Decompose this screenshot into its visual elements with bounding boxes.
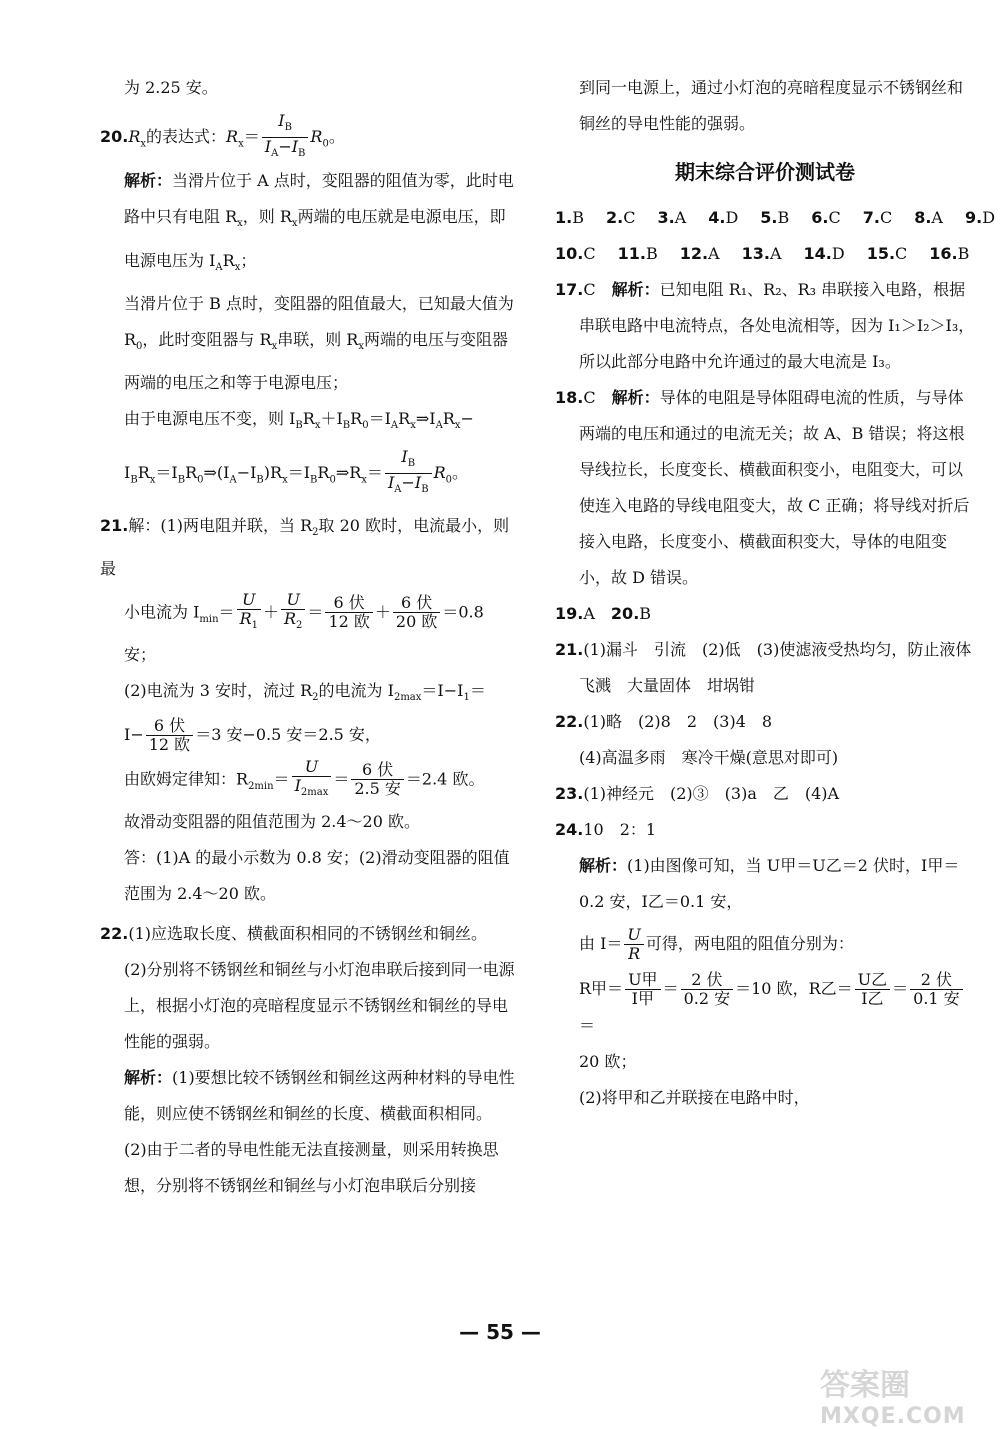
text: ⇒(I bbox=[203, 463, 230, 483]
den: 0.1 安 bbox=[913, 989, 960, 1008]
text: 。 bbox=[328, 127, 345, 147]
text: 已知电阻 R₁、R₂、R₃ 串联接入电路，根据串联电路中电流特点，各处电流相等，因为 I₁＞I₂＞I₃，所以此部分电路中允许通过的最大电流是 I₃。 bbox=[579, 280, 975, 371]
analysis-label: 解析： bbox=[124, 171, 173, 191]
text-line: 到同一电源上，通过小灯泡的亮暗程度显示不锈钢丝和铜丝的导电性能的强弱。 bbox=[579, 78, 964, 133]
text-line: 故滑动变阻器的阻值范围为 2.4～20 欧。 bbox=[124, 812, 420, 832]
q19-20-answer bbox=[555, 596, 975, 632]
text-line bbox=[100, 717, 520, 754]
fraction bbox=[624, 926, 643, 963]
sub: x bbox=[454, 420, 461, 432]
answer-row bbox=[555, 236, 975, 272]
sub: B bbox=[177, 474, 186, 486]
answer-item: 16.B bbox=[929, 244, 970, 263]
text: 解：(1)两电阻并联，当 R bbox=[128, 515, 313, 535]
text: ＝ bbox=[273, 769, 290, 789]
fraction bbox=[237, 591, 261, 635]
watermark-logo bbox=[820, 1360, 990, 1429]
text-line: (2)将甲和乙并联接在电路中时， bbox=[579, 1088, 810, 1107]
sub: A bbox=[435, 420, 443, 432]
text: 小电流为 I bbox=[124, 602, 200, 622]
analysis-paragraph bbox=[100, 448, 520, 499]
sub: B bbox=[295, 420, 303, 432]
text: 的电流为 I bbox=[318, 681, 394, 701]
num: 2 伏 bbox=[681, 971, 734, 990]
sub: 0 bbox=[362, 420, 369, 432]
text: 取 20 欧时，电流最小，则最 bbox=[100, 515, 510, 578]
sub: B bbox=[130, 474, 138, 486]
text: ＝ bbox=[662, 979, 679, 998]
analysis-paragraph bbox=[100, 1060, 520, 1132]
den: 2.5 安 bbox=[354, 779, 401, 799]
question-number: 22. bbox=[100, 924, 129, 944]
answer-item: 4.D bbox=[708, 208, 739, 227]
q18-answer bbox=[555, 380, 975, 596]
sub: 2 bbox=[312, 526, 319, 538]
analysis-label: 解析： bbox=[579, 856, 628, 875]
fraction bbox=[385, 448, 432, 499]
text: 由欧姆定律知：R bbox=[124, 769, 249, 789]
text: )R bbox=[263, 463, 283, 483]
text: (2)电流为 3 安时，流过 R bbox=[124, 681, 313, 701]
right-column bbox=[555, 70, 996, 1116]
math-var: R bbox=[128, 127, 141, 147]
analysis-paragraph bbox=[555, 848, 975, 920]
text: ，则 R bbox=[242, 207, 292, 227]
text: (1)由图像可知，当 U甲＝U乙＝2 伏时，I甲＝0.2 安，I乙＝0.1 安， bbox=[579, 856, 960, 911]
left-column bbox=[100, 70, 520, 1204]
den: I bbox=[264, 137, 272, 157]
answer: A bbox=[583, 604, 595, 623]
text: −I bbox=[236, 463, 257, 483]
text: ； bbox=[240, 250, 257, 270]
num: U乙 bbox=[855, 971, 891, 990]
analysis-label: 解析： bbox=[611, 280, 660, 299]
answer-item: 13.A bbox=[741, 244, 782, 263]
sub: x bbox=[314, 420, 321, 432]
num: I bbox=[278, 111, 285, 130]
num: U bbox=[627, 925, 641, 944]
sub: min bbox=[199, 613, 219, 625]
text: ＝10 欧，R乙＝ bbox=[735, 979, 853, 998]
sub: x bbox=[361, 474, 367, 486]
answer-item: 11.B bbox=[617, 244, 658, 263]
text: (1)神经元 (2)③ (3)a 乙 (4)A bbox=[583, 784, 840, 803]
sub: 2min bbox=[248, 780, 274, 792]
question-number: 20. bbox=[100, 127, 129, 147]
den: R bbox=[628, 944, 641, 963]
fraction bbox=[292, 758, 332, 802]
text-line: (2)分别将不锈钢丝和铜丝与小灯泡串联后接到同一电源上，根据小灯泡的亮暗程度显示不锈钢丝和铜丝的导电性能的强弱。 bbox=[124, 960, 515, 1052]
fraction bbox=[910, 971, 963, 1008]
text-line: 20 欧； bbox=[579, 1052, 637, 1071]
sub: A bbox=[215, 261, 223, 273]
den: I bbox=[294, 775, 301, 795]
text: R bbox=[137, 463, 150, 483]
answer-item: 10.C bbox=[555, 244, 596, 263]
answer-item: 14.D bbox=[803, 244, 845, 263]
den: 20 欧 bbox=[395, 612, 438, 632]
fraction bbox=[146, 717, 193, 754]
sub: 0 bbox=[197, 474, 204, 486]
analysis-paragraph bbox=[100, 163, 520, 285]
answer-item: 8.A bbox=[914, 208, 943, 227]
text: 两端的电压与变阻器两端的电压之和等于电源电压； bbox=[124, 329, 508, 392]
text-line: (4)高温多雨 寒冷干燥(意思对即可) bbox=[579, 748, 839, 767]
sub: 0 bbox=[329, 474, 336, 486]
text: 当滑片位于 B 点时，变阻器的阻值最大，已知最大值为 R bbox=[124, 293, 514, 349]
text: ＝I−I bbox=[421, 681, 464, 701]
text: R bbox=[398, 408, 411, 428]
text: ，此时变阻器与 R bbox=[142, 329, 272, 349]
text: 当滑片位于 A 点时，变阻器的阻值为零，此时电路中只有电阻 R bbox=[124, 171, 514, 227]
sub: 0 bbox=[322, 138, 329, 150]
q20-answer: $20.R_x$的表达式：$R_x=$ $\frac{I_B}{I_A-I_B}$ $R_0$。 bbox=[100, 112, 520, 163]
num: 6 伏 bbox=[393, 594, 440, 613]
sub: x bbox=[140, 138, 147, 150]
fraction bbox=[625, 971, 661, 1008]
sub: x bbox=[237, 218, 243, 230]
sub: 0 bbox=[136, 340, 143, 352]
text: ＝I bbox=[287, 463, 311, 483]
text: − bbox=[460, 408, 474, 428]
text: ⇒R bbox=[335, 463, 362, 483]
answer-item: 15.C bbox=[866, 244, 908, 263]
answer-item: 1.B bbox=[555, 208, 584, 227]
page-number: — 55 — bbox=[459, 1320, 541, 1344]
text: ＝I bbox=[155, 463, 178, 483]
text-line: 由欧姆定律知：$R_{2min}=$ $\frac{U}{I_{2max}}$ ＝ $\frac{\text{6 伏}}{\text{2.5 安}}$ ＝2.4 欧。 bbox=[100, 758, 520, 805]
sub: 1 bbox=[251, 619, 258, 631]
num: I bbox=[401, 447, 408, 467]
question-number: 24. bbox=[555, 820, 584, 839]
watermark-en: MXQE.COM bbox=[820, 1404, 966, 1429]
question-number: 20. bbox=[610, 604, 640, 623]
sub: 2 bbox=[312, 692, 319, 704]
den: I甲 bbox=[631, 989, 654, 1008]
fraction bbox=[855, 971, 891, 1008]
sub: x bbox=[291, 218, 298, 230]
text: R bbox=[185, 463, 198, 483]
text: ＝3 安−0.5 安＝2.5 安， bbox=[195, 724, 381, 744]
den: 12 欧 bbox=[148, 734, 191, 754]
answer: C bbox=[583, 280, 596, 299]
q22-answer bbox=[100, 916, 520, 952]
text: (1)略 (2)8 2 (3)4 8 bbox=[583, 712, 773, 731]
text: ＝2.4 欧。 bbox=[405, 769, 485, 789]
text: R甲＝ bbox=[579, 979, 624, 998]
question-number: 21. bbox=[100, 515, 129, 535]
text: 可得，两电阻的阻值分别为： bbox=[645, 934, 854, 953]
den: I bbox=[387, 473, 395, 493]
sub: A bbox=[271, 148, 279, 160]
sub: x bbox=[282, 474, 288, 486]
sub: 1 bbox=[463, 692, 470, 704]
math-var: R bbox=[226, 127, 239, 147]
text-line bbox=[100, 673, 520, 716]
den: R bbox=[284, 608, 297, 628]
answer-row bbox=[555, 200, 996, 236]
num: 2 伏 bbox=[910, 971, 963, 990]
q21-answer bbox=[100, 508, 520, 587]
sub: B bbox=[256, 474, 264, 486]
text: (1)漏斗 引流 (2)低 (3)使滤液受热均匀，防止液体飞溅 大量固体 坩埚钳 bbox=[579, 640, 972, 695]
fraction bbox=[681, 971, 734, 1008]
question-number: 17. bbox=[555, 280, 584, 299]
analysis-paragraph bbox=[100, 401, 520, 444]
text: 两端的电压就是电源电压，即电源电压为 I bbox=[124, 207, 506, 270]
num: 6 伏 bbox=[325, 594, 372, 613]
text-line bbox=[555, 926, 975, 963]
q24-answer bbox=[555, 812, 975, 848]
answer-item: 2.C bbox=[605, 208, 636, 227]
text: R bbox=[442, 408, 455, 428]
text: ＝ bbox=[366, 463, 383, 483]
text: 串联，则 R bbox=[277, 329, 359, 349]
fraction bbox=[262, 112, 309, 163]
text: ＋I bbox=[320, 408, 343, 428]
q17-answer bbox=[555, 272, 975, 380]
text: 的表达式： bbox=[146, 127, 227, 147]
sub: 0 bbox=[445, 474, 453, 486]
den: −I bbox=[401, 473, 422, 493]
num: 6 伏 bbox=[146, 717, 193, 736]
text: 10 2：1 bbox=[583, 820, 657, 839]
text: I− bbox=[124, 724, 144, 744]
text: R bbox=[222, 250, 235, 270]
sub: B bbox=[342, 420, 351, 432]
question-number: 22. bbox=[555, 712, 584, 731]
q21-answer bbox=[555, 632, 975, 704]
text: 由 I＝ bbox=[579, 934, 623, 953]
fraction bbox=[393, 594, 440, 631]
sub: x bbox=[410, 420, 416, 432]
sub: 2max bbox=[393, 692, 422, 704]
den: I乙 bbox=[861, 989, 884, 1008]
fraction bbox=[325, 594, 372, 631]
section-title: 期末综合评价测试卷 bbox=[675, 160, 855, 184]
answer-item: 7.C bbox=[862, 208, 893, 227]
fraction bbox=[281, 591, 305, 635]
num: U bbox=[286, 589, 300, 609]
text-line: 答：(1)A 的最小示数为 0.8 安；(2)滑动变阻器的阻值范围为 2.4～20 欧。 bbox=[124, 848, 510, 904]
text-line: 小电流为 $I_{min}=$ $\frac{U}{R_1}$ ＋ $\frac{U}{R_2}$ ＝ $\frac{\text{6 伏}}{\text{12 欧}}$ ＋ $\frac{\text{6 伏}}{\text{20 欧}}$ ＝0.8 安； bbox=[124, 589, 484, 665]
watermark-cn: 答案圈 bbox=[820, 1368, 910, 1403]
text: (1)应选取长度、横截面积相同的不锈钢丝和铜丝。 bbox=[128, 924, 488, 944]
math-var: R bbox=[310, 127, 323, 147]
text: R bbox=[317, 463, 330, 483]
num: U bbox=[304, 756, 319, 776]
sub: x bbox=[149, 474, 156, 486]
sub: 2 bbox=[296, 619, 303, 631]
den: 0.2 安 bbox=[683, 989, 731, 1008]
text: I bbox=[124, 463, 131, 483]
answer-item: 9.D bbox=[964, 208, 996, 227]
text: 。 bbox=[452, 463, 469, 483]
text: ＝I bbox=[368, 408, 391, 428]
sub: A bbox=[394, 484, 402, 496]
sub: x bbox=[358, 340, 364, 352]
question-number: 21. bbox=[555, 640, 584, 659]
analysis-paragraph bbox=[100, 286, 520, 401]
num: U bbox=[242, 589, 256, 609]
answer-item: 3.A bbox=[657, 208, 687, 227]
text-line: 为 2.25 安。 bbox=[124, 78, 218, 97]
answer: B bbox=[639, 604, 652, 623]
text: R bbox=[350, 408, 363, 428]
analysis-label: 解析： bbox=[611, 388, 660, 407]
sub: B bbox=[421, 484, 429, 496]
answer-item: 5.B bbox=[760, 208, 790, 227]
sub: B bbox=[310, 474, 318, 486]
sub: A bbox=[229, 474, 237, 486]
num: U甲 bbox=[625, 971, 661, 990]
analysis-label: 解析： bbox=[124, 1068, 173, 1088]
q23-answer bbox=[555, 776, 975, 812]
num: 6 伏 bbox=[351, 761, 404, 780]
text: ＝ bbox=[469, 681, 486, 701]
answer-item: 12.A bbox=[679, 244, 720, 263]
sub: B bbox=[407, 458, 416, 470]
text: 导体的电阻是导体阻碍电流的性质，与导体两端的电压和通过的电流无关；故 A、B 错误；将这根导线拉长，长度变长、横截面积变小，电阻变大，可以使连入电路的导线电阻变大，故 C 正确；将导线对折后接入电路，长度变小、横截面积变大，导体的电阻变小，故 D 错误。 bbox=[579, 388, 970, 587]
answer-item: 6.C bbox=[811, 208, 841, 227]
fraction bbox=[351, 761, 404, 798]
text: (1)要想比较不锈钢丝和铜丝这两种材料的导电性能，则应使不锈钢丝和铜丝的长度、横截面积相同。 bbox=[124, 1068, 515, 1124]
text: R bbox=[302, 408, 315, 428]
q22-answer bbox=[555, 704, 975, 740]
den: 12 欧 bbox=[328, 612, 370, 632]
sub: x bbox=[271, 340, 278, 352]
question-number: 23. bbox=[555, 784, 584, 803]
text-line bbox=[555, 971, 975, 1044]
question-number: 18. bbox=[555, 388, 584, 407]
den: R bbox=[239, 608, 252, 628]
question-number: 19. bbox=[555, 604, 584, 623]
text: ＝ bbox=[218, 602, 235, 622]
den: −I bbox=[278, 137, 299, 157]
text: ＝0.8 安； bbox=[124, 602, 484, 665]
analysis-paragraph: (2)由于二者的导电性能无法直接测量，则采用转换思想，分别将不锈钢丝和铜丝与小灯泡串联后分别接 bbox=[124, 1140, 499, 1196]
sub: B bbox=[298, 148, 306, 160]
sub: 2max bbox=[300, 786, 329, 798]
sub: x bbox=[234, 261, 241, 273]
answer: C bbox=[583, 388, 596, 407]
sub: x bbox=[238, 138, 244, 150]
sub: B bbox=[284, 122, 292, 134]
text: 由于电源电压不变，则 I bbox=[124, 408, 296, 428]
text: ＝ bbox=[892, 979, 909, 998]
text: ＝ bbox=[579, 1016, 596, 1035]
math-var: R bbox=[433, 463, 446, 483]
sub: A bbox=[390, 420, 399, 432]
text: ⇒I bbox=[415, 408, 436, 428]
